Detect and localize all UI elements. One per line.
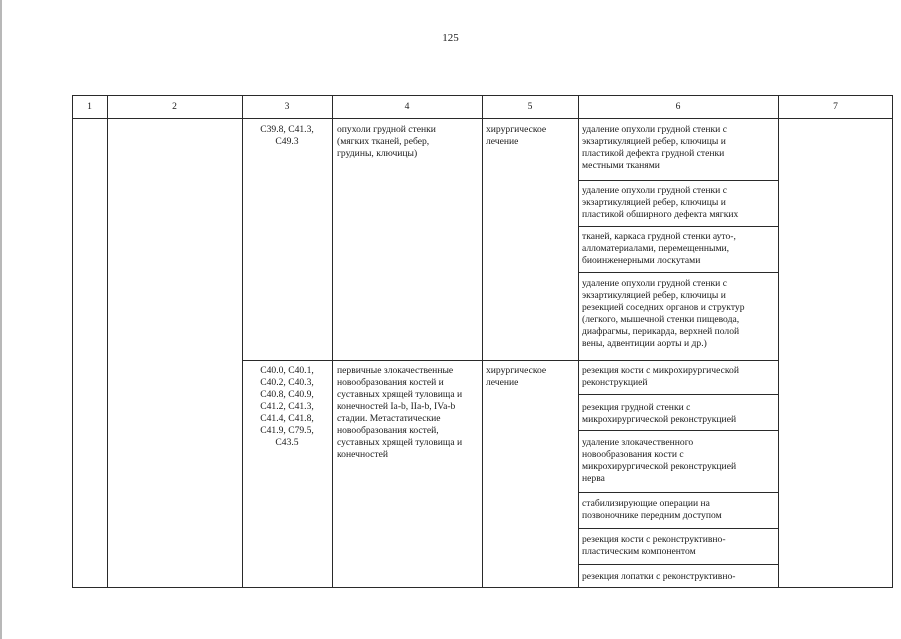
method-line: пластикой дефекта грудной стенки (582, 148, 725, 159)
method-line: резекция кости с реконструктивно- (582, 534, 726, 545)
method-line: удаление опухоли грудной стенки с (582, 124, 727, 135)
method-rule (578, 564, 778, 565)
method-line: вены, адвентиции аорты и др.) (582, 338, 707, 349)
icd-code-line: C41.9, C79.5, (260, 425, 314, 436)
method-line: реконструкцией (582, 377, 648, 388)
method-line: резекция лопатки с реконструктивно- (582, 571, 736, 582)
method-line: позвоночнике передним доступом (582, 510, 722, 521)
treatment-line: лечение (486, 136, 519, 147)
method-line: резекция кости с микрохирургической (582, 365, 739, 376)
column-rule (778, 95, 779, 588)
method-line: пластическим компонентом (582, 546, 696, 557)
treatment-line: хирургическое (486, 124, 547, 135)
method-rule (578, 180, 778, 181)
column-rule (482, 95, 483, 588)
method-line: (легкого, мышечной стенки пищевода, (582, 314, 740, 325)
method-line: экзартикуляцией ребер, ключицы и (582, 136, 726, 147)
page-edge (0, 0, 2, 639)
method-line: диафрагмы, перикарда, верхней полой (582, 326, 740, 337)
diagnosis-line: опухоли грудной стенки (337, 124, 436, 135)
icd-code-line: C40.2, C40.3, (260, 377, 314, 388)
table-border-left (72, 95, 73, 588)
diagnosis-line: стадии. Метастатические (337, 413, 441, 424)
diagnosis-line: конечностей Ia-b, IIa-b, IVa-b (337, 401, 456, 412)
column-header-1: 1 (87, 101, 92, 112)
document-table (72, 95, 893, 588)
table-border-right (892, 95, 893, 588)
diagnosis-line: суставных хрящей туловища и (337, 389, 463, 400)
group-divider (242, 360, 778, 361)
diagnosis-line: грудины, ключицы) (337, 148, 418, 159)
method-line: местными тканями (582, 160, 660, 171)
column-header-6: 6 (675, 101, 681, 112)
method-line: экзартикуляцией ребер, ключицы и (582, 290, 726, 301)
method-line: экзартикуляцией ребер, ключицы и (582, 197, 726, 208)
method-line: новообразования кости с (582, 449, 684, 460)
column-header-3: 3 (284, 101, 290, 112)
column-header-5: 5 (527, 101, 533, 112)
icd-code-line: C40.0, C40.1, (260, 365, 314, 376)
icd-code-line: C40.8, C40.9, (260, 389, 314, 400)
diagnosis-line: новообразования костей и (337, 377, 444, 388)
method-line: микрохирургической реконструкцией (582, 461, 737, 472)
method-line: резекция грудной стенки с (582, 402, 691, 413)
method-rule (578, 272, 778, 273)
method-line: удаление опухоли грудной стенки с (582, 278, 727, 289)
icd-code-line: C39.8, C41.3, (260, 124, 314, 135)
icd-code-line: C43.5 (275, 437, 299, 448)
diagnosis-line: суставных хрящей туловища и (337, 437, 463, 448)
method-rule (578, 394, 778, 395)
method-line: резекцией соседних органов и структур (582, 302, 745, 313)
diagnosis-line: новообразования костей, (337, 425, 439, 436)
column-header-4: 4 (404, 101, 410, 112)
column-header-2: 2 (172, 101, 177, 112)
icd-code-line: C41.2, C41.3, (260, 401, 314, 412)
column-header-7: 7 (833, 101, 838, 112)
diagnosis-line: первичные злокачественные (337, 365, 454, 376)
column-rule (107, 95, 108, 588)
method-line: стабилизирующие операции на (582, 498, 710, 509)
method-line: удаление опухоли грудной стенки с (582, 185, 727, 196)
method-rule (578, 226, 778, 227)
diagnosis-line: конечностей (337, 449, 388, 460)
method-rule (578, 430, 778, 431)
method-line: пластикой обширного дефекта мягких (582, 209, 739, 220)
icd-code-line: C41.4, C41.8, (260, 413, 314, 424)
page-number: 125 (442, 32, 459, 44)
treatment-line: лечение (486, 377, 519, 388)
method-line: алломатериалами, перемещенными, (582, 243, 730, 254)
treatment-line: хирургическое (486, 365, 547, 376)
method-line: биоинженерными лоскутами (582, 255, 701, 266)
column-rule (332, 95, 333, 588)
method-rule (578, 528, 778, 529)
method-line: удаление злокачественного (582, 437, 694, 448)
method-line: нерва (582, 473, 605, 484)
method-line: микрохирургической реконструкцией (582, 414, 737, 425)
method-line: тканей, каркаса грудной стенки ауто-, (582, 231, 736, 242)
column-rule (578, 95, 579, 588)
diagnosis-line: (мягких тканей, ребер, (337, 136, 430, 147)
icd-code-line: C49.3 (275, 136, 299, 147)
method-rule (578, 492, 778, 493)
column-rule (242, 95, 243, 588)
